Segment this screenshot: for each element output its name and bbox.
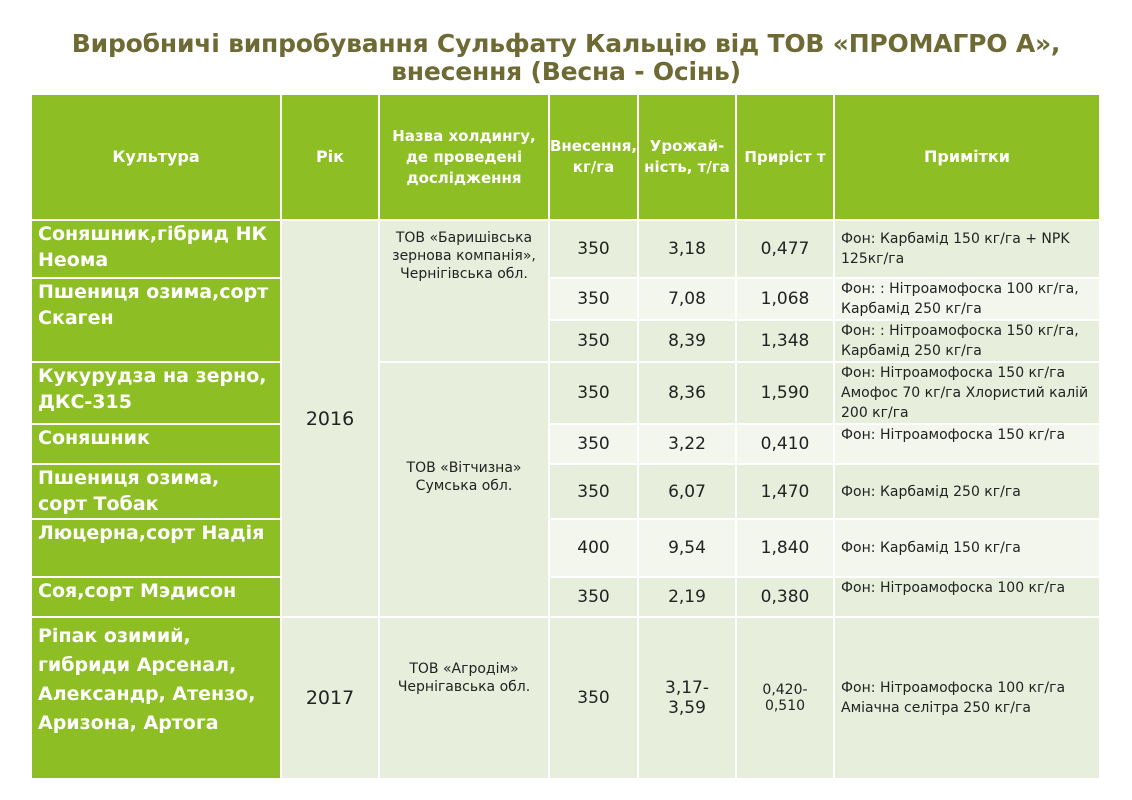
application-cell: 350 <box>549 617 638 779</box>
application-cell: 350 <box>549 577 638 617</box>
header-row <box>31 94 1100 220</box>
crop-cell: Пшениця озима, сорт Тобак <box>31 464 281 519</box>
yield-cell: 8,36 <box>638 362 736 424</box>
crop-cell: Соняшник,гібрид НК Неома <box>31 220 281 278</box>
application-cell: 350 <box>549 464 638 519</box>
table-row <box>31 220 1100 278</box>
increase-cell: 1,348 <box>736 320 834 362</box>
application-cell: 350 <box>549 220 638 278</box>
table-row <box>31 617 1100 779</box>
header-increase: Приріст т <box>736 94 834 220</box>
crop-cell: Ріпак озимий, гибриди Арсенал, Александр, Атензо, Аризона, Артога <box>31 617 281 779</box>
header-application: Внесення, кг/га <box>549 94 638 220</box>
note-cell: Фон: Карбамід 150 кг/га + NPK 125кг/га <box>834 220 1100 278</box>
increase-cell: 1,590 <box>736 362 834 424</box>
note-cell: Фон: Карбамід 150 кг/га <box>834 519 1100 577</box>
note-cell: Фон: Нітроамофоска 100 кг/га <box>834 577 1100 617</box>
crop-cell: Соя,сорт Мэдисон <box>31 577 281 617</box>
title-line-1: Виробничі випробування Сульфату Кальцію від ТОВ «ПРОМАГРО А», <box>71 29 1061 58</box>
year-cell: 2017 <box>281 617 379 779</box>
yield-cell: 2,19 <box>638 577 736 617</box>
table-row <box>31 577 1100 617</box>
crop-cell: Пшениця озима,сорт Скаген <box>31 278 281 362</box>
table-row <box>31 519 1100 577</box>
crop-cell: Соняшник <box>31 424 281 464</box>
increase-cell: 0,380 <box>736 577 834 617</box>
holding-cell: ТОВ «Вітчизна» Сумська обл. <box>379 362 549 617</box>
note-cell: Фон: Нітроамофоска 100 кг/га Аміачна селітра 250 кг/га <box>834 617 1100 779</box>
yield-cell: 3,17- 3,59 <box>638 617 736 779</box>
header-year: Рік <box>281 94 379 220</box>
note-cell: Фон: : Нітроамофоска 150 кг/га, Карбамід 250 кг/га <box>834 320 1100 362</box>
yield-cell: 6,07 <box>638 464 736 519</box>
yield-cell: 3,22 <box>638 424 736 464</box>
increase-cell: 0,477 <box>736 220 834 278</box>
note-cell: Фон: Нітроамофоска 150 кг/га Амофос 70 кг/га Хлористий калій 200 кг/га <box>834 362 1100 424</box>
application-cell: 400 <box>549 519 638 577</box>
table-row <box>31 424 1100 464</box>
holding-cell: ТОВ «Баришівська зернова компанія», Чернігівська обл. <box>379 220 549 362</box>
yield-cell: 7,08 <box>638 278 736 320</box>
increase-cell: 0,420- 0,510 <box>736 617 834 779</box>
yield-cell: 8,39 <box>638 320 736 362</box>
increase-cell: 1,840 <box>736 519 834 577</box>
crop-cell: Люцерна,сорт Надія <box>31 519 281 577</box>
application-cell: 350 <box>549 278 638 320</box>
year-cell: 2016 <box>281 220 379 617</box>
increase-cell: 1,470 <box>736 464 834 519</box>
results-table <box>30 93 1101 780</box>
table-row <box>31 362 1100 424</box>
crop-cell: Кукурудза на зерно, ДКС-315 <box>31 362 281 424</box>
application-cell: 350 <box>549 424 638 464</box>
title-line-2: внесення (Весна - Осінь) <box>391 57 741 86</box>
table-row <box>31 278 1100 320</box>
increase-cell: 0,410 <box>736 424 834 464</box>
header-yield: Урожай-ність, т/га <box>638 94 736 220</box>
increase-cell: 1,068 <box>736 278 834 320</box>
note-cell: Фон: Карбамід 250 кг/га <box>834 464 1100 519</box>
holding-cell: ТОВ «Агродім» Чернігавська обл. <box>379 617 549 779</box>
header-crop: Культура <box>31 94 281 220</box>
application-cell: 350 <box>549 362 638 424</box>
table-row <box>31 464 1100 519</box>
note-cell: Фон: Нітроамофоска 150 кг/га <box>834 424 1100 464</box>
header-notes: Примітки <box>834 94 1100 220</box>
application-cell: 350 <box>549 320 638 362</box>
page-title <box>0 30 1132 86</box>
yield-cell: 9,54 <box>638 519 736 577</box>
header-holding: Назва холдингу, де проведені дослідження <box>379 94 549 220</box>
note-cell: Фон: : Нітроамофоска 100 кг/га, Карбамід 250 кг/га <box>834 278 1100 320</box>
yield-cell: 3,18 <box>638 220 736 278</box>
